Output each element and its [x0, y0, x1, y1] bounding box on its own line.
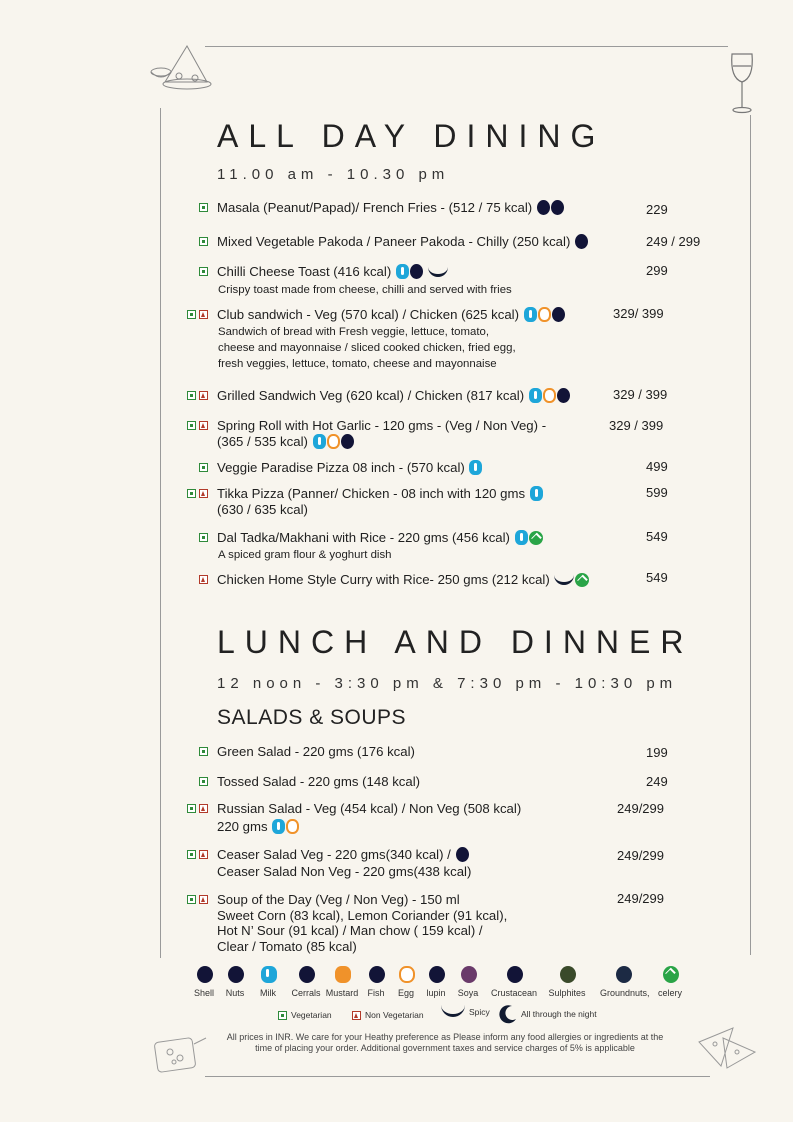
menu-item-name-line2: (365 / 535 kcal)	[217, 434, 354, 450]
veg-marker	[199, 237, 208, 246]
veg-marker	[199, 463, 208, 472]
shell-allergen-icon	[341, 434, 354, 449]
nonveg-marker	[199, 575, 208, 584]
milk-allergen-icon	[529, 388, 542, 403]
legend-milk: Milk	[245, 967, 291, 998]
fish-allergen-icon	[575, 234, 588, 249]
menu-item-name-line2: 220 gms	[217, 819, 299, 835]
veg-marker	[199, 747, 208, 756]
legend-cereals: Cerrals	[283, 967, 329, 998]
menu-item-price: 249	[646, 774, 668, 789]
shell-allergen-icon	[537, 200, 550, 215]
veg-nonveg-markers	[187, 489, 208, 498]
menu-item-price: 329/ 399	[613, 306, 664, 321]
key-spicy: Spicy	[440, 1006, 490, 1018]
menu-item-name: Tossed Salad - 220 gms (148 kcal)	[217, 774, 421, 789]
menu-item-price: 329 / 399	[609, 418, 664, 433]
menu-item-name: Club sandwich - Veg (570 kcal) / Chicken (625 kcal)	[217, 307, 565, 323]
milk-allergen-icon	[396, 264, 409, 279]
milk-allergen-icon	[530, 486, 543, 501]
menu-item-name: Russian Salad - Veg (454 kcal) / Non Veg (508 kcal)	[217, 801, 522, 816]
menu-item-price: 549	[646, 570, 668, 585]
veg-marker	[199, 777, 208, 786]
menu-item-name-line2: Ceaser Salad Non Veg - 220 gms(438 kcal)	[217, 864, 472, 879]
menu-item-name: Green Salad - 220 gms (176 kcal)	[217, 744, 415, 759]
celery-icon	[663, 966, 679, 983]
legend-crustacean: Crustacean	[491, 967, 537, 998]
crustacean-icon	[507, 966, 523, 983]
menu-item-description: fresh veggies, lettuce, tomato, cheese and mayonnaise	[218, 358, 497, 370]
egg-allergen-icon	[286, 819, 299, 834]
milk-allergen-icon	[313, 434, 326, 449]
menu-item-description: Crispy toast made from cheese, chilli and served with fries	[218, 284, 512, 296]
spicy-icon	[554, 574, 574, 585]
frame-bottom-line	[205, 1076, 710, 1077]
shell-allergen-icon	[552, 307, 565, 322]
menu-item-description: A spiced gram flour & yoghurt dish	[218, 549, 392, 561]
frame-left-line	[160, 108, 161, 958]
legend-mustard: Mustard	[319, 967, 365, 998]
celery-allergen-icon	[529, 531, 543, 545]
soya-icon	[461, 966, 477, 983]
lunch-and-dinner-hours: 12 noon - 3:30 pm & 7:30 pm - 10:30 pm	[217, 675, 678, 692]
shell-allergen-icon	[557, 388, 570, 403]
legend-soya: Soya	[445, 967, 491, 998]
spicy-symbol-icon	[441, 1005, 465, 1017]
nonveg-symbol-icon	[352, 1011, 361, 1020]
legend-egg: Egg	[383, 967, 429, 998]
egg-allergen-icon	[327, 434, 340, 449]
menu-item-name: Chilli Cheese Toast (416 kcal)	[217, 264, 448, 280]
menu-item-name: Grilled Sandwich Veg (620 kcal) / Chicken (817 kcal)	[217, 388, 570, 404]
veg-nonveg-markers	[187, 895, 208, 904]
key-vegetarian: Vegetarian	[278, 1010, 332, 1020]
menu-item-name: Masala (Peanut/Papad)/ French Fries - (512 / 75 kcal)	[217, 200, 564, 216]
egg-allergen-icon	[538, 307, 551, 322]
menu-item-name: Chicken Home Style Curry with Rice- 250 gms (212 kcal)	[217, 572, 589, 588]
veg-nonveg-markers	[187, 421, 208, 430]
sulphites-icon	[560, 966, 576, 983]
shell-allergen-icon	[410, 264, 423, 279]
menu-item-price: 299	[646, 263, 668, 278]
milk-allergen-icon	[524, 307, 537, 322]
menu-item-price: 249/299	[617, 848, 664, 863]
menu-item-description: Sandwich of bread with Fresh veggie, lettuce, tomato,	[218, 326, 489, 338]
key-all-through-night: All through the night	[498, 1004, 597, 1024]
milk-allergen-icon	[272, 819, 285, 834]
milk-allergen-icon	[515, 530, 528, 545]
menu-item-name: Dal Tadka/Makhani with Rice - 220 gms (456 kcal)	[217, 530, 543, 546]
menu-item-name: Soup of the Day (Veg / Non Veg) - 150 ml	[217, 892, 460, 907]
veg-nonveg-markers	[187, 850, 208, 859]
veg-nonveg-markers	[187, 310, 208, 319]
all-day-dining-hours: 11.00 am - 10.30 pm	[217, 166, 450, 183]
veg-nonveg-markers	[187, 804, 208, 813]
menu-item-price: 249/299	[617, 891, 664, 906]
legend-shell: Shell	[181, 967, 227, 998]
nuts-allergen-icon	[551, 200, 564, 215]
legend-sulphites: Sulphites	[544, 967, 590, 998]
veg-marker	[199, 203, 208, 212]
menu-item-price: 229	[646, 202, 668, 217]
all-day-dining-title: ALL DAY DINING	[217, 118, 606, 154]
menu-item-price: 329 / 399	[613, 387, 668, 402]
veg-marker	[199, 533, 208, 542]
nuts-icon	[228, 966, 244, 983]
veg-symbol-icon	[278, 1011, 287, 1020]
egg-allergen-icon	[543, 388, 556, 403]
menu-item-name: Mixed Vegetable Pakoda / Paneer Pakoda - Chilly (250 kcal)	[217, 234, 588, 250]
groundnuts-icon	[616, 966, 632, 983]
moon-icon	[498, 1004, 518, 1024]
legend-groundnuts: Groundnuts,	[600, 967, 646, 998]
lunch-and-dinner-title: LUNCH AND DINNER	[217, 624, 694, 660]
legend-nuts: Nuts	[212, 967, 258, 998]
celery-allergen-icon	[575, 573, 589, 587]
cereals-icon	[299, 966, 315, 983]
menu-item-price: 249 / 299	[646, 234, 701, 249]
menu-item-name: Tikka Pizza (Panner/ Chicken - 08 inch with 120 gms	[217, 486, 543, 502]
veg-nonveg-markers	[187, 391, 208, 400]
salads-soups-heading: SALADS & SOUPS	[217, 706, 407, 729]
snack-sketch-icon	[145, 42, 215, 94]
menu-item-price: 499	[646, 459, 668, 474]
wine-glass-icon	[728, 50, 758, 116]
veg-marker	[199, 267, 208, 276]
menu-item-price: 249/299	[617, 801, 664, 816]
frame-right-line	[750, 115, 751, 955]
menu-item-name-line4: Clear / Tomato (85 kcal)	[217, 939, 357, 954]
menu-item-price: 199	[646, 745, 668, 760]
fish-allergen-icon	[456, 847, 469, 862]
milk-icon	[261, 966, 277, 983]
menu-item-description: cheese and mayonnaise / sliced cooked chicken, fried egg,	[218, 342, 516, 354]
menu-item-price: 549	[646, 529, 668, 544]
shell-icon	[197, 966, 213, 983]
spicy-icon	[428, 266, 448, 277]
footer-disclaimer: All prices in INR. We care for your Heathy preference as Please inform any food allergies or ingredients at the time of placing your order. Additional government taxes and service charges of 5% is applicable	[226, 1032, 664, 1053]
menu-item-name: Spring Roll with Hot Garlic - 120 gms - (Veg / Non Veg) -	[217, 418, 547, 433]
lupin-icon	[429, 966, 445, 983]
milk-allergen-icon	[469, 460, 482, 475]
legend-fish: Fish	[353, 967, 399, 998]
menu-item-name: Ceaser Salad Veg - 220 gms(340 kcal) /	[217, 847, 469, 863]
legend-celery: celery	[647, 967, 693, 998]
menu-item-price: 599	[646, 485, 668, 500]
menu-item-name-line3: Hot N’ Sour (91 kcal) / Man chow ( 159 kcal) /	[217, 923, 483, 938]
menu-item-name: Veggie Paradise Pizza 08 inch - (570 kcal)	[217, 460, 482, 476]
legend-lupin: lupin	[413, 967, 459, 998]
key-non-vegetarian: Non Vegetarian	[352, 1010, 424, 1020]
mustard-icon	[335, 966, 351, 983]
menu-item-name-line2: Sweet Corn (83 kcal), Lemon Coriander (91 kcal),	[217, 908, 508, 923]
menu-item-name-line2: (630 / 635 kcal)	[217, 502, 308, 517]
nachos-sketch-icon	[693, 1022, 759, 1074]
frame-top-line	[205, 46, 728, 47]
